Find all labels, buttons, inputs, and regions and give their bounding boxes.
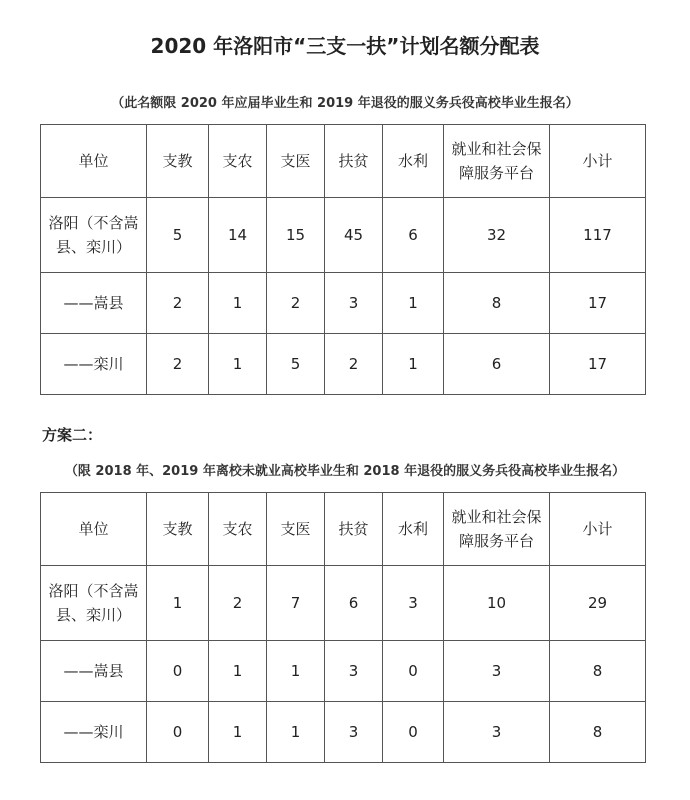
header-cell: 单位	[41, 125, 147, 198]
header-cell: 支教	[147, 493, 209, 566]
header-cell: 支教	[147, 125, 209, 198]
header-cell: 小计	[550, 493, 646, 566]
header-cell: 就业和社会保障服务平台	[444, 493, 550, 566]
table-cell: 3	[325, 273, 383, 334]
subtotal-cell: 117	[550, 198, 646, 273]
table-cell: 6	[383, 198, 444, 273]
table-cell: 2	[209, 566, 267, 641]
header-cell: 支农	[209, 125, 267, 198]
table-cell: 0	[383, 702, 444, 763]
table-cell: 32	[444, 198, 550, 273]
table-cell: 0	[383, 641, 444, 702]
header-cell: 就业和社会保障服务平台	[444, 125, 550, 198]
header-cell: 单位	[41, 493, 147, 566]
header-cell: 水利	[383, 125, 444, 198]
subtotal-cell: 17	[550, 273, 646, 334]
table-cell: 2	[267, 273, 325, 334]
table-cell: 2	[147, 334, 209, 395]
page-title: 2020 年洛阳市“三支一扶”计划名额分配表	[150, 34, 540, 58]
table-row	[41, 566, 646, 641]
unit-cell: 洛阳（不含嵩县、栾川）	[41, 566, 147, 641]
subtotal-cell: 29	[550, 566, 646, 641]
header-cell: 支医	[267, 125, 325, 198]
header-cell: 支医	[267, 493, 325, 566]
table-cell: 10	[444, 566, 550, 641]
table-cell: 6	[444, 334, 550, 395]
table-cell: 8	[444, 273, 550, 334]
quota-table-plan2	[40, 492, 646, 763]
unit-cell: 洛阳（不含嵩县、栾川）	[41, 198, 147, 273]
table-cell: 14	[209, 198, 267, 273]
table-cell: 1	[209, 334, 267, 395]
header-cell: 水利	[383, 493, 444, 566]
table-cell: 45	[325, 198, 383, 273]
table-row	[41, 641, 646, 702]
table-cell: 2	[147, 273, 209, 334]
header-cell: 扶贫	[325, 493, 383, 566]
table-cell: 3	[444, 641, 550, 702]
plan2-label: 方案二：	[42, 426, 103, 444]
table-row	[41, 273, 646, 334]
table-cell: 5	[147, 198, 209, 273]
table-cell: 0	[147, 641, 209, 702]
table-cell: 3	[444, 702, 550, 763]
table-cell: 1	[267, 702, 325, 763]
table-cell: 1	[209, 702, 267, 763]
table-row	[41, 198, 646, 273]
plan2-note: （限 2018 年、2019 年离校未就业高校毕业生和 2018 年退役的服义务兵役高校毕业生报名）	[64, 464, 626, 479]
table-header-row	[41, 493, 646, 566]
table-cell: 1	[209, 641, 267, 702]
header-cell: 小计	[550, 125, 646, 198]
subtotal-cell: 8	[550, 641, 646, 702]
table-cell: 6	[325, 566, 383, 641]
header-cell: 扶贫	[325, 125, 383, 198]
table-cell: 1	[209, 273, 267, 334]
quota-table-plan1	[40, 124, 646, 395]
table-cell: 0	[147, 702, 209, 763]
unit-cell: ——嵩县	[41, 641, 147, 702]
table-cell: 3	[325, 641, 383, 702]
table-cell: 2	[325, 334, 383, 395]
table-cell: 7	[267, 566, 325, 641]
table-cell: 3	[325, 702, 383, 763]
table-cell: 1	[383, 273, 444, 334]
table-header-row	[41, 125, 646, 198]
table-cell: 1	[383, 334, 444, 395]
subtotal-cell: 8	[550, 702, 646, 763]
table-cell: 15	[267, 198, 325, 273]
table-cell: 1	[267, 641, 325, 702]
table-cell: 5	[267, 334, 325, 395]
plan1-note: （此名额限 2020 年应届毕业生和 2019 年退役的服义务兵役高校毕业生报名）	[111, 96, 579, 111]
header-cell: 支农	[209, 493, 267, 566]
unit-cell: ——嵩县	[41, 273, 147, 334]
unit-cell: ——栾川	[41, 334, 147, 395]
table-row	[41, 334, 646, 395]
table-row	[41, 702, 646, 763]
unit-cell: ——栾川	[41, 702, 147, 763]
table-cell: 1	[147, 566, 209, 641]
subtotal-cell: 17	[550, 334, 646, 395]
table-cell: 3	[383, 566, 444, 641]
